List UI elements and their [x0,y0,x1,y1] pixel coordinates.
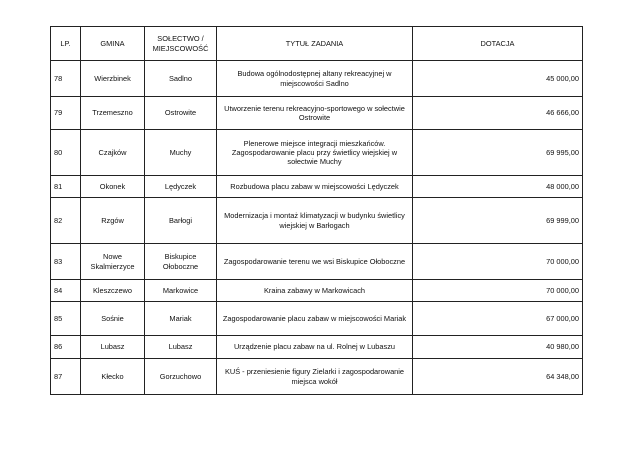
cell-gmina: Lubasz [81,336,145,359]
cell-gmina: Kłecko [81,359,145,395]
table-row [51,302,583,336]
cell-gmina: Okonek [81,176,145,198]
header-gmina: GMINA [81,27,145,61]
cell-amount: 40 980,00 [413,336,583,359]
table-row [51,359,583,395]
cell-lp: 82 [51,198,81,244]
cell-lp: 87 [51,359,81,395]
header-row [51,27,583,61]
cell-lp: 78 [51,61,81,97]
cell-amount: 70 000,00 [413,244,583,280]
table-row [51,336,583,359]
cell-amount: 67 000,00 [413,302,583,336]
cell-solectwo: Muchy [145,130,217,176]
cell-amount: 46 666,00 [413,97,583,130]
table-row [51,97,583,130]
cell-solectwo: Biskupice Ołoboczne [145,244,217,280]
cell-lp: 85 [51,302,81,336]
cell-gmina: Trzemeszno [81,97,145,130]
cell-title: Zagospodarowanie terenu we wsi Biskupice Ołoboczne [217,244,413,280]
cell-gmina: Rzgów [81,198,145,244]
cell-lp: 80 [51,130,81,176]
table-row [51,176,583,198]
cell-amount: 45 000,00 [413,61,583,97]
cell-solectwo: Mariak [145,302,217,336]
cell-title: Kraina zabawy w Markowicach [217,280,413,302]
cell-title: Utworzenie terenu rekreacyjno-sportowego w sołectwie Ostrowite [217,97,413,130]
table-row [51,130,583,176]
cell-title: Plenerowe miejsce integracji mieszkańców. Zagospodarowanie placu przy świetlicy wiejskiej w sołectwie Muchy [217,130,413,176]
cell-amount: 69 995,00 [413,130,583,176]
grant-table [50,26,583,395]
cell-title: Modernizacja i montaż klimatyzacji w budynku świetlicy wiejskiej w Barłogach [217,198,413,244]
header-solectwo: SOŁECTWO / MIEJSCOWOŚĆ [145,27,217,61]
cell-amount: 70 000,00 [413,280,583,302]
cell-title: Rozbudowa placu zabaw w miejscowości Lędyczek [217,176,413,198]
header-title: TYTUŁ ZADANIA [217,27,413,61]
cell-lp: 83 [51,244,81,280]
cell-gmina: Wierzbinek [81,61,145,97]
cell-gmina: Kleszczewo [81,280,145,302]
table-row [51,280,583,302]
cell-solectwo: Lubasz [145,336,217,359]
cell-solectwo: Ostrowite [145,97,217,130]
cell-title: Urządzenie placu zabaw na ul. Rolnej w Lubaszu [217,336,413,359]
cell-solectwo: Markowice [145,280,217,302]
cell-lp: 86 [51,336,81,359]
cell-amount: 69 999,00 [413,198,583,244]
cell-solectwo: Barłogi [145,198,217,244]
cell-gmina: Sośnie [81,302,145,336]
table-row [51,198,583,244]
cell-title: KUŚ - przeniesienie figury Zielarki i zagospodarowanie miejsca wokół [217,359,413,395]
cell-solectwo: Gorzuchowo [145,359,217,395]
table-row [51,61,583,97]
header-lp: LP. [51,27,81,61]
cell-solectwo: Sadlno [145,61,217,97]
cell-lp: 84 [51,280,81,302]
cell-gmina: Nowe Skalmierzyce [81,244,145,280]
cell-amount: 48 000,00 [413,176,583,198]
cell-lp: 79 [51,97,81,130]
cell-lp: 81 [51,176,81,198]
cell-title: Zagospodarowanie placu zabaw w miejscowości Mariak [217,302,413,336]
header-amount: DOTACJA [413,27,583,61]
cell-amount: 64 348,00 [413,359,583,395]
table-row [51,244,583,280]
cell-gmina: Czajków [81,130,145,176]
cell-solectwo: Lędyczek [145,176,217,198]
cell-title: Budowa ogólnodostępnej altany rekreacyjnej w miejscowości Sadlno [217,61,413,97]
